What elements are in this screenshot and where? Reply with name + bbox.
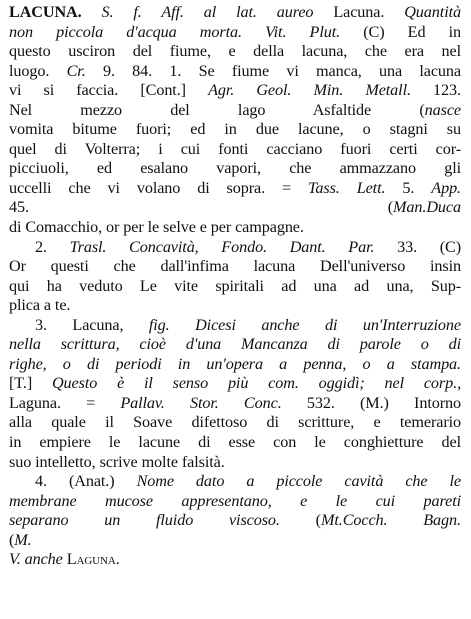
text-segment: luogo. <box>9 61 67 80</box>
text-line <box>9 355 461 375</box>
text-line <box>9 179 461 199</box>
text-segment: questo usciron del fiume, e della lacuna, che era nel <box>9 42 461 61</box>
text-segment: 2. <box>35 237 70 256</box>
text-segment: vomita bitume fuori; ed in due lacune, o stagni su <box>9 120 461 139</box>
text-line <box>9 277 461 297</box>
text-line <box>9 101 461 121</box>
text-line <box>9 453 461 473</box>
text-segment: 123. <box>410 81 461 100</box>
text-segment: App. <box>431 178 461 197</box>
text-segment: uccelli che vi volano di sopra. = <box>9 178 308 197</box>
text-segment: Questo è il senso più com. oggidì; nel corp., <box>51 374 461 393</box>
text-segment: Trasl. Concavità, Fondo. Dant. Par. <box>69 237 375 256</box>
text-segment: non piccola d'acqua morta. Vit. Plut. <box>9 22 341 41</box>
text-segment: Cr. <box>66 61 86 80</box>
text-line <box>9 335 461 355</box>
text-segment: Man. <box>393 198 427 217</box>
text-segment: nasce <box>424 100 461 119</box>
text-line <box>9 550 461 570</box>
text-segment: separano un fluido viscoso. <box>9 511 280 530</box>
text-segment: alla quale il Soave difettoso di scritture, e temerario <box>9 413 461 432</box>
text-segment: 532. (M.) Intorno <box>281 393 461 412</box>
text-segment: 4. (Anat.) <box>35 472 137 491</box>
text-segment: di Comacchio, or per le selve e per campagne. <box>9 218 304 237</box>
text-line <box>9 433 461 453</box>
text-segment: plica a te. <box>9 296 71 315</box>
text-segment: 5. <box>385 178 432 197</box>
text-line <box>9 3 461 23</box>
text-segment: V. anche <box>9 550 63 569</box>
text-line <box>9 140 461 160</box>
text-line <box>9 120 461 140</box>
text-line <box>9 394 461 414</box>
text-segment: Lacuna. <box>333 3 405 21</box>
text-segment: Tass. Lett. <box>308 178 386 197</box>
text-segment: 45. ( <box>9 198 393 217</box>
text-line <box>9 413 461 433</box>
text-segment: righe, o di periodi in un'opera a penna, o a stampa. <box>9 354 461 373</box>
text-line <box>9 316 461 336</box>
text-segment: Pallav. Stor. Conc. <box>120 393 282 412</box>
text-line <box>9 257 461 277</box>
text-segment: suo intelletto, scrive molte falsità. <box>9 452 225 471</box>
text-segment: [T.] <box>9 374 52 393</box>
text-segment: Laguna <box>66 550 116 569</box>
text-line <box>9 198 461 218</box>
text-segment: 9. 84. 1. Se fiume vi manca, una lacuna <box>85 61 461 80</box>
text-segment: fig. Dicesi anche di un'Interruzione <box>148 315 461 334</box>
text-segment: vi si faccia. [Cont.] <box>9 81 209 100</box>
text-segment: Quantità <box>404 3 461 21</box>
text-segment: quel di Volterra; i cui fonti cacciano fuori certi cor- <box>9 139 461 158</box>
text-segment: Nel mezzo del lago Asfaltide ( <box>9 100 425 119</box>
text-segment: in empiere le lacune di esse con le conghietture del <box>9 433 461 452</box>
text-segment: Laguna. = <box>9 393 121 412</box>
text-line <box>9 23 461 43</box>
text-segment: Cocch. Bagn. <box>342 511 461 530</box>
text-line <box>9 238 461 258</box>
text-line <box>9 42 461 62</box>
text-line <box>9 374 461 394</box>
text-segment: ( <box>279 511 321 530</box>
text-line <box>9 492 461 512</box>
text-segment: 33. (C) <box>374 237 461 256</box>
text-segment: Or questi che dall'infima lacuna Dell'universo insin <box>9 257 461 276</box>
text-line <box>9 472 461 492</box>
text-line <box>9 296 461 316</box>
text-line <box>9 511 461 531</box>
text-segment: Mt. <box>320 511 343 530</box>
text-segment: nella scrittura, cioè d'una Mancanza di parole o di <box>9 335 461 354</box>
text-segment: Nome dato a piccole cavità che le <box>136 472 461 491</box>
text-line <box>9 218 461 238</box>
text-segment: 3. Lacuna, <box>35 315 149 334</box>
text-segment: membrane mucose appresentano, e le cui pareti <box>9 491 461 510</box>
text-segment: . <box>115 550 120 569</box>
text-segment: LACUNA. <box>9 3 82 21</box>
text-segment: M. <box>14 530 32 549</box>
text-segment: (C) Ed in <box>340 22 461 41</box>
text-segment: Duca <box>426 198 461 217</box>
text-line <box>9 62 461 82</box>
text-segment: picciuoli, ed esalano vapori, che ammazzano gli <box>9 159 461 178</box>
text-segment: qui ha veduto Le vite spiritali ad una ad una, Sup- <box>9 276 461 295</box>
text-segment: ( <box>9 530 15 549</box>
text-segment: S. f. Aff. al lat. aureo <box>81 3 334 21</box>
text-segment: Agr. Geol. Min. Metall. <box>208 81 411 100</box>
text-line <box>9 159 461 179</box>
text-line <box>9 81 461 101</box>
text-line <box>9 531 461 551</box>
